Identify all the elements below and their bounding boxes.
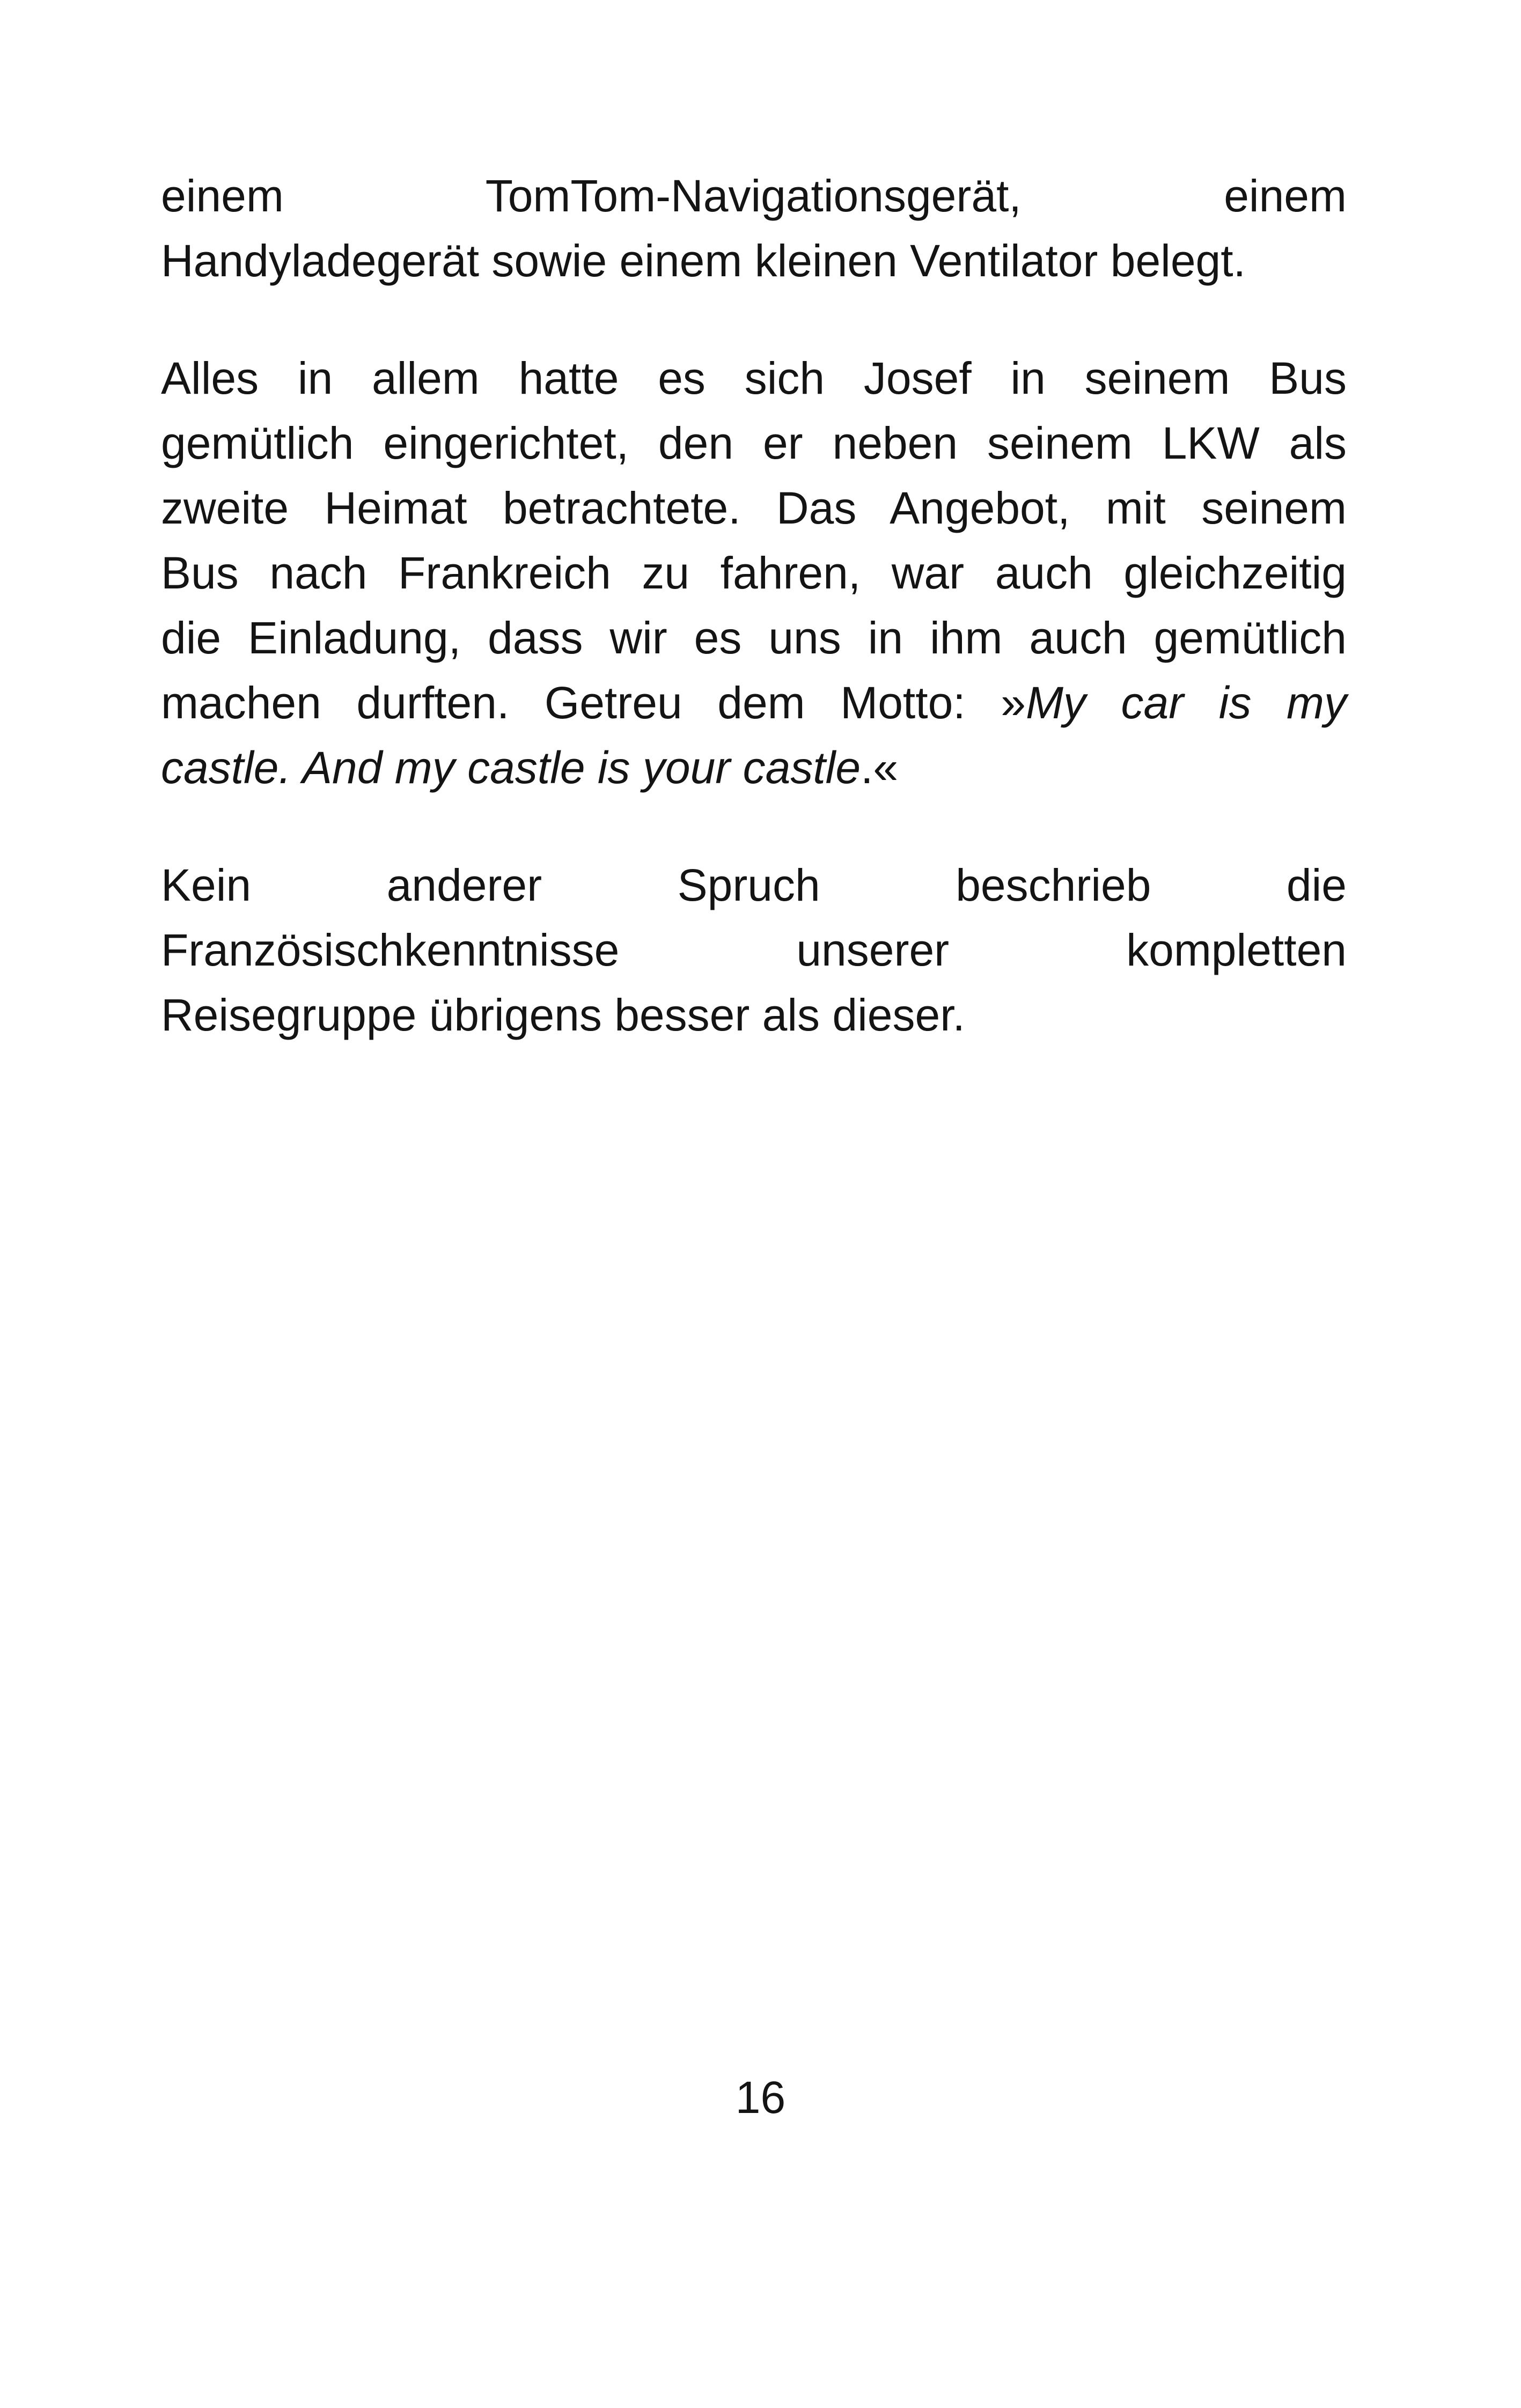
motto-line-end xyxy=(161,735,1347,800)
motto-line xyxy=(161,671,1347,735)
motto-suffix: .« xyxy=(861,742,899,793)
text-line: Reisegruppe übrigens besser als dieser. xyxy=(161,990,965,1040)
text-line: Französischkenntnisse unserer kompletten xyxy=(161,925,1347,975)
text-line: Handyladegerät sowie einem kleinen Ventilator belegt. xyxy=(161,235,1246,286)
motto-prefix: machen durften. Getreu dem Motto: » xyxy=(161,678,1026,728)
body-text xyxy=(161,164,1347,1048)
page-number: 16 xyxy=(735,2072,786,2123)
paragraph-1 xyxy=(161,164,1347,293)
text-line: Bus nach Frankreich zu fahren, war auch gleichzeitig xyxy=(161,548,1347,598)
text-line: gemütlich eingerichtet, den er neben seinem LKW als xyxy=(161,418,1347,468)
text-line: einem TomTom-Navigationsgerät, einem xyxy=(161,171,1347,221)
paragraph-2 xyxy=(161,346,1347,800)
motto-quote-part-1: My car is my xyxy=(1025,678,1347,728)
motto-quote-part-2: castle. And my castle is your castle xyxy=(161,742,861,793)
text-line: die Einladung, dass wir es uns in ihm auch gemütlich xyxy=(161,613,1347,663)
text-line: Kein anderer Spruch beschrieb die xyxy=(161,860,1347,910)
text-line: zweite Heimat betrachtete. Das Angebot, mit seinem xyxy=(161,483,1347,533)
text-line: Alles in allem hatte es sich Josef in seinem Bus xyxy=(161,353,1347,403)
paragraph-3 xyxy=(161,853,1347,1048)
